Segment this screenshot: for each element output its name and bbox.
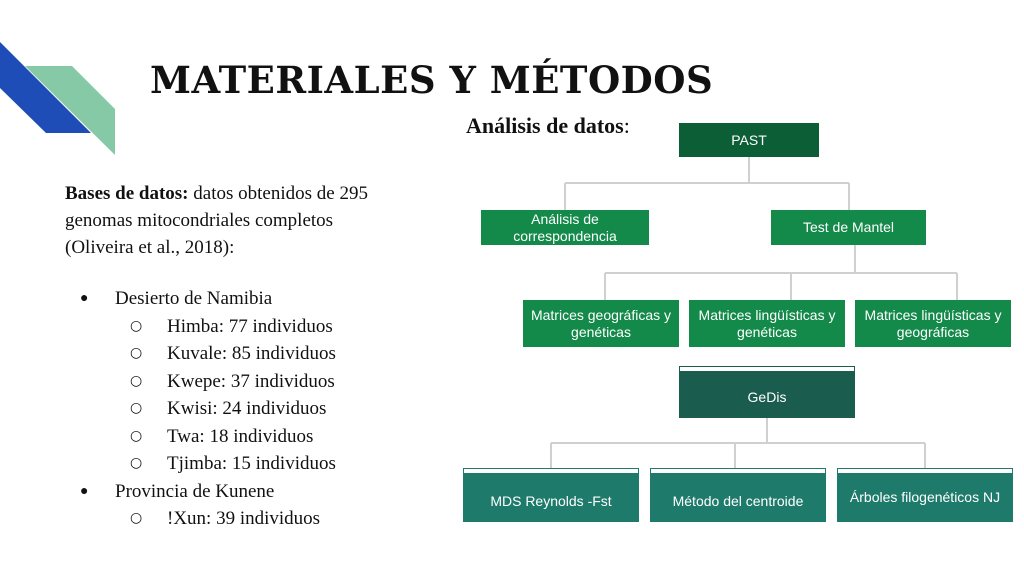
subtitle-suffix: : (623, 113, 630, 138)
list-item-group: ○ Himba: 77 individuos (115, 313, 336, 341)
node-past: PAST (679, 123, 819, 157)
node-matrices-ling-gen: Matrices lingüísticas y genéticas (689, 300, 845, 347)
node-matrices-geo-gen: Matrices geográficas y genéticas (523, 300, 679, 347)
node-matrices-ling-geo: Matrices lingüísticas y geográficas (855, 300, 1011, 347)
list-item-group: ○ Kuvale: 85 individuos (115, 340, 336, 368)
list-item-group: ○ !Xun: 39 individuos (115, 505, 336, 533)
list-item-group: ○ Twa: 18 individuos (115, 423, 336, 451)
region-name: Desierto de Namibia (115, 288, 273, 309)
node-test-mantel: Test de Mantel (771, 210, 926, 245)
list-item-group: ○ Kwisi: 24 individuos (115, 395, 336, 423)
node-arboles-nj: Árboles filogenéticos NJ (838, 469, 1012, 521)
page-title: MATERIALES Y MÉTODOS (150, 58, 714, 102)
node-gedis: GeDis (680, 367, 854, 417)
intro-bold: Bases de datos: (65, 183, 189, 204)
connector-past (565, 157, 849, 210)
intro-text: datos obtenidos de 295 genomas mitocondriales completos (Oliveira et al., 2018): (65, 183, 368, 258)
connector-mantel (605, 245, 957, 300)
node-analisis-correspondencia: Análisis de correspondencia (481, 210, 649, 245)
list-item-group: ○ Tjimba: 15 individuos (115, 450, 336, 478)
subtitle-bold: Análisis de datos (466, 113, 624, 138)
node-mds-reynolds: MDS Reynolds -Fst (464, 469, 638, 521)
region-name: Provincia de Kunene (115, 480, 275, 502)
node-metodo-centroide: Método del centroide (651, 469, 825, 521)
list-item-group: ○ Kwepe: 37 individuos (115, 368, 336, 396)
connector-gedis (551, 417, 925, 469)
